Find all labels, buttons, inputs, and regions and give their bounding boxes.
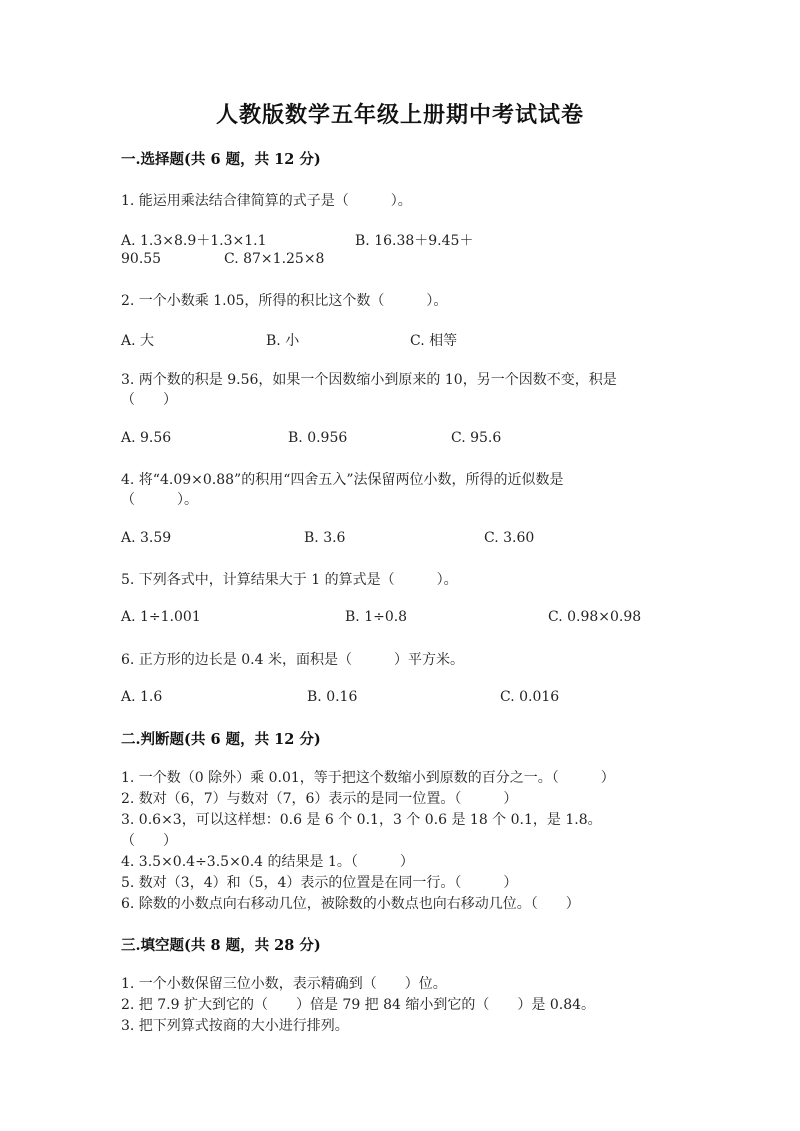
fill-in-item: 1. 一个小数保留三位小数，表示精确到（ ）位。: [121, 976, 447, 992]
option-continuation: 90.55: [121, 251, 162, 267]
judgement-item-continuation: （ ）: [121, 833, 177, 849]
option: B. 小: [266, 333, 300, 349]
option: B. 3.6: [304, 530, 346, 546]
judgement-item: 3. 0.6×3，可以这样想：0.6 是 6 个 0.1，3 个 0.6 是 18 个 0.1，是 1.8。: [121, 812, 602, 828]
question-stem: 1. 能运用乘法结合律简算的式子是（ ）。: [121, 193, 412, 209]
judgement-item: 4. 3.5×0.4÷3.5×0.4 的结果是 1。（ ）: [121, 854, 414, 870]
option: A. 9.56: [121, 430, 172, 446]
fill-in-item: 3. 把下列算式按商的大小进行排列。: [121, 1018, 349, 1034]
option: A. 1÷1.001: [121, 609, 201, 625]
judgement-item: 1. 一个数（0 除外）乘 0.01，等于把这个数缩小到原数的百分之一。（ ）: [121, 770, 615, 786]
option: B. 16.38＋9.45＋: [355, 233, 474, 249]
section-heading-fill-in: 三.填空题(共 8 题，共 28 分): [121, 937, 321, 954]
question-stem-continuation: （ ）: [121, 392, 177, 408]
option: A. 1.6: [121, 689, 163, 705]
option: B. 0.956: [288, 430, 348, 446]
judgement-item: 2. 数对（6，7）与数对（7，6）表示的是同一位置。（ ）: [121, 791, 518, 807]
option: C. 0.016: [500, 689, 560, 705]
option: C. 0.98×0.98: [548, 609, 642, 625]
option: A. 1.3×8.9＋1.3×1.1: [121, 233, 267, 249]
question-stem: 6. 正方形的边长是 0.4 米，面积是（ ）平方米。: [121, 652, 464, 668]
question-stem-continuation: （ ）。: [121, 492, 198, 508]
fill-in-item: 2. 把 7.9 扩大到它的（ ）倍是 79 把 84 缩小到它的（ ）是 0.84。: [121, 997, 596, 1013]
judgement-item: 5. 数对（3，4）和（5，4）表示的位置是在同一行。（ ）: [121, 875, 518, 891]
option: A. 大: [121, 333, 155, 349]
option: A. 3.59: [121, 530, 172, 546]
question-stem: 3. 两个数的积是 9.56，如果一个因数缩小到原来的 10，另一个因数不变，积是: [121, 372, 617, 388]
option: B. 0.16: [307, 689, 358, 705]
page-title: 人教版数学五年级上册期中考试试卷: [215, 102, 584, 128]
question-stem: 5. 下列各式中，计算结果大于 1 的算式是（ ）。: [121, 572, 458, 588]
question-stem: 4. 将“4.09×0.88”的积用“四舍五入”法保留两位小数，所得的近似数是: [121, 472, 564, 488]
option: C. 95.6: [451, 430, 502, 446]
question-stem: 2. 一个小数乘 1.05，所得的积比这个数（ ）。: [121, 293, 448, 309]
option: B. 1÷0.8: [345, 609, 408, 625]
option: C. 3.60: [484, 530, 535, 546]
option: C. 87×1.25×8: [224, 251, 325, 267]
option: C. 相等: [410, 333, 458, 349]
section-heading-judgement: 二.判断题(共 6 题，共 12 分): [121, 731, 321, 748]
section-heading-choice: 一.选择题(共 6 题，共 12 分): [121, 151, 321, 168]
judgement-item: 6. 除数的小数点向右移动几位，被除数的小数点也向右移动几位。（ ）: [121, 896, 580, 912]
